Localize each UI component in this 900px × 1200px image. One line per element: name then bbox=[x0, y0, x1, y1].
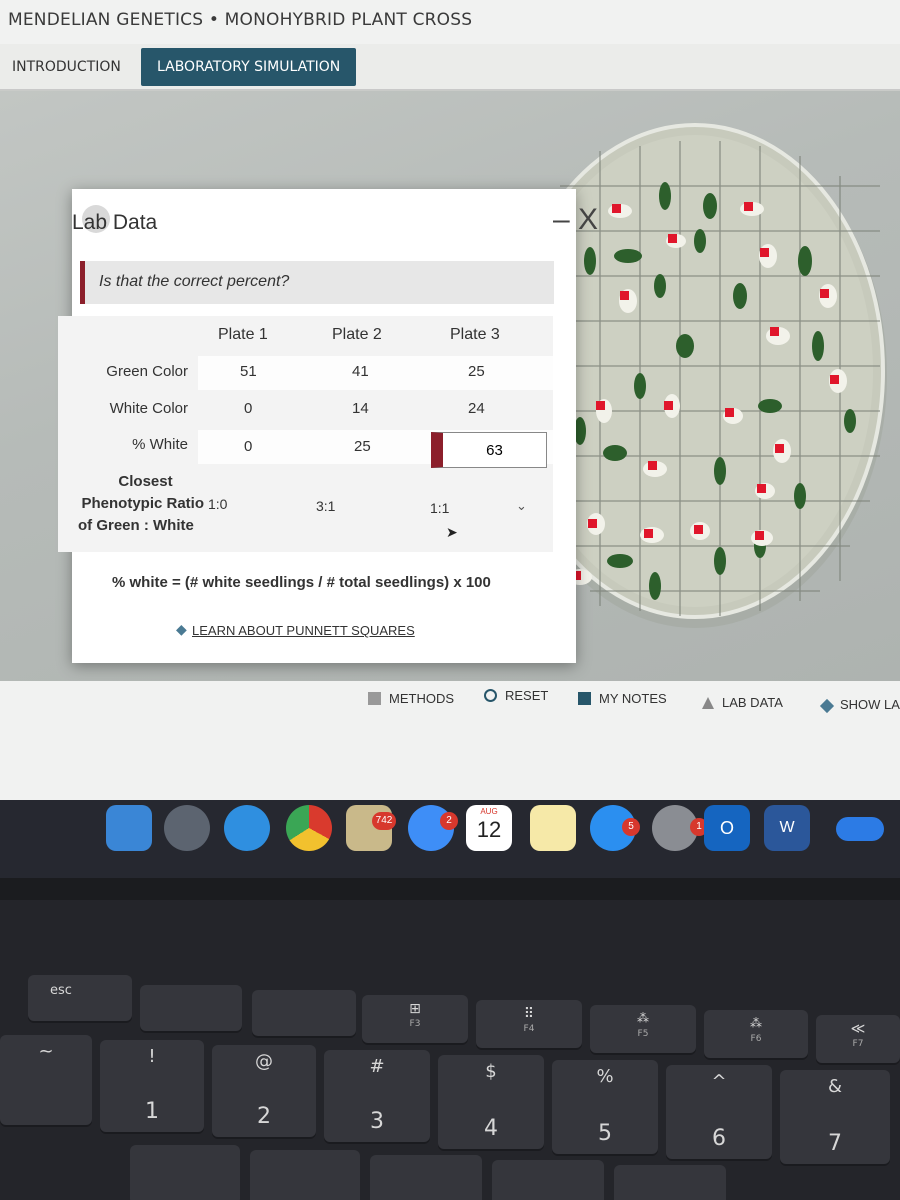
bottom-toolbar bbox=[0, 681, 900, 800]
cell-pct-plate-2: 25 bbox=[354, 438, 371, 455]
calendar-month: AUG bbox=[480, 807, 498, 816]
key-4[interactable]: $ 4 bbox=[438, 1055, 544, 1149]
cell-green-plate-1: 51 bbox=[240, 363, 257, 380]
learn-punnett-squares-link[interactable]: LEARN ABOUT PUNNETT SQUARES bbox=[192, 623, 415, 638]
formula-text: % white = (# white seedlings / # total seedlings) x 100 bbox=[112, 574, 491, 591]
system-preferences-badge: 1 bbox=[690, 818, 708, 836]
notes-icon bbox=[578, 692, 591, 705]
key-5[interactable]: % 5 bbox=[552, 1060, 658, 1154]
calendar-day: 12 bbox=[476, 817, 502, 842]
tag-icon bbox=[820, 699, 834, 713]
app-title: MENDELIAN GENETICS • MONOHYBRID PLANT CROSS bbox=[8, 10, 473, 30]
key-f2[interactable] bbox=[252, 990, 356, 1036]
lab-data-window bbox=[72, 189, 598, 663]
cell-white-plate-3: 24 bbox=[468, 400, 485, 417]
key-q[interactable] bbox=[130, 1145, 240, 1200]
key-3[interactable]: # 3 bbox=[324, 1050, 430, 1142]
outlook-icon[interactable]: O bbox=[704, 805, 750, 851]
cell-pct-plate-1: 0 bbox=[244, 438, 253, 455]
cell-white-plate-1: 0 bbox=[244, 400, 253, 417]
app-header bbox=[0, 0, 900, 44]
lab-bench bbox=[0, 91, 900, 681]
column-header-plate-1: Plate 1 bbox=[218, 326, 268, 343]
key-7[interactable]: & 7 bbox=[780, 1070, 890, 1164]
finder-icon[interactable] bbox=[106, 805, 152, 851]
key-w[interactable] bbox=[250, 1150, 360, 1200]
pct-white-plate-3-input[interactable] bbox=[431, 432, 547, 468]
app-store-badge: 5 bbox=[622, 818, 640, 836]
launchpad-icon[interactable] bbox=[164, 805, 210, 851]
cell-white-plate-2: 14 bbox=[352, 400, 369, 417]
key-f7[interactable]: ≪ F7 bbox=[816, 1015, 900, 1063]
mail-badge: 742 bbox=[372, 812, 396, 830]
key-2[interactable]: @ 2 bbox=[212, 1045, 316, 1137]
key-t[interactable] bbox=[614, 1165, 726, 1200]
lab-window-header bbox=[14, 197, 614, 237]
row-label-green: Green Color bbox=[106, 363, 188, 380]
tab-bar bbox=[0, 44, 900, 90]
reset-label: RESET bbox=[505, 688, 549, 703]
key-esc[interactable]: esc bbox=[28, 975, 132, 1021]
methods-icon bbox=[368, 692, 381, 705]
key-f4[interactable]: ⠿ F4 bbox=[476, 1000, 582, 1048]
flask-icon bbox=[702, 697, 714, 709]
cursor-icon: ➤ bbox=[446, 524, 458, 540]
my-notes-button[interactable] bbox=[578, 691, 667, 706]
safari-icon[interactable] bbox=[224, 805, 270, 851]
key-6[interactable]: ^ 6 bbox=[666, 1065, 772, 1159]
key-e[interactable] bbox=[370, 1155, 482, 1200]
methods-button[interactable] bbox=[368, 691, 454, 706]
row-label-ratio-line-3: of Green : White bbox=[78, 517, 194, 534]
onedrive-icon[interactable] bbox=[836, 805, 882, 851]
chrome-icon[interactable] bbox=[286, 805, 332, 851]
show-button[interactable] bbox=[822, 697, 900, 712]
lab-data-label: LAB DATA bbox=[722, 695, 783, 710]
window-title: Lab Data bbox=[72, 211, 158, 234]
row-label-ratio-line-1: Closest bbox=[118, 473, 173, 490]
tab-laboratory-simulation[interactable]: LABORATORY SIMULATION bbox=[141, 48, 356, 86]
notes-app-icon[interactable] bbox=[530, 805, 576, 851]
column-header-plate-3: Plate 3 bbox=[450, 326, 500, 343]
window-close-button[interactable]: – X bbox=[552, 203, 598, 236]
chevron-down-icon[interactable]: ⌄ bbox=[516, 498, 527, 513]
key-tilde[interactable]: ~ bbox=[0, 1035, 92, 1125]
reset-icon bbox=[484, 689, 497, 702]
my-notes-label: MY NOTES bbox=[599, 691, 667, 706]
calendar-icon[interactable] bbox=[466, 805, 512, 851]
ratio-plate-2: 3:1 bbox=[316, 498, 336, 514]
feedback-question: Is that the correct percent? bbox=[99, 273, 290, 290]
key-f3[interactable]: ⊞ F3 bbox=[362, 995, 468, 1043]
row-label-pct-white: % White bbox=[132, 436, 188, 453]
column-header-plate-2: Plate 2 bbox=[332, 326, 382, 343]
ratio-plate-3-select[interactable]: 1:1 bbox=[430, 500, 450, 516]
cell-green-plate-3: 25 bbox=[468, 363, 485, 380]
lab-data-button[interactable] bbox=[702, 695, 783, 710]
key-1[interactable]: ! 1 bbox=[100, 1040, 204, 1132]
tab-introduction[interactable]: INTRODUCTION bbox=[12, 59, 121, 75]
tag-arrow-icon: ◆ bbox=[176, 621, 187, 637]
show-label: SHOW LA bbox=[840, 697, 900, 712]
methods-label: METHODS bbox=[389, 691, 454, 706]
messages-badge: 2 bbox=[440, 812, 458, 830]
key-f1[interactable] bbox=[140, 985, 242, 1031]
reset-button[interactable] bbox=[484, 688, 548, 703]
key-f5[interactable]: ⁂ F5 bbox=[590, 1005, 696, 1053]
cell-green-plate-2: 41 bbox=[352, 363, 369, 380]
word-icon[interactable]: W bbox=[764, 805, 810, 851]
ratio-plate-1: 1:0 bbox=[208, 496, 228, 512]
row-label-ratio-line-2: Phenotypic Ratio bbox=[81, 495, 204, 512]
feedback-bar bbox=[80, 261, 554, 304]
key-r[interactable] bbox=[492, 1160, 604, 1200]
row-label-white: White Color bbox=[109, 400, 188, 417]
key-f6[interactable]: ⁂ F6 bbox=[704, 1010, 808, 1058]
